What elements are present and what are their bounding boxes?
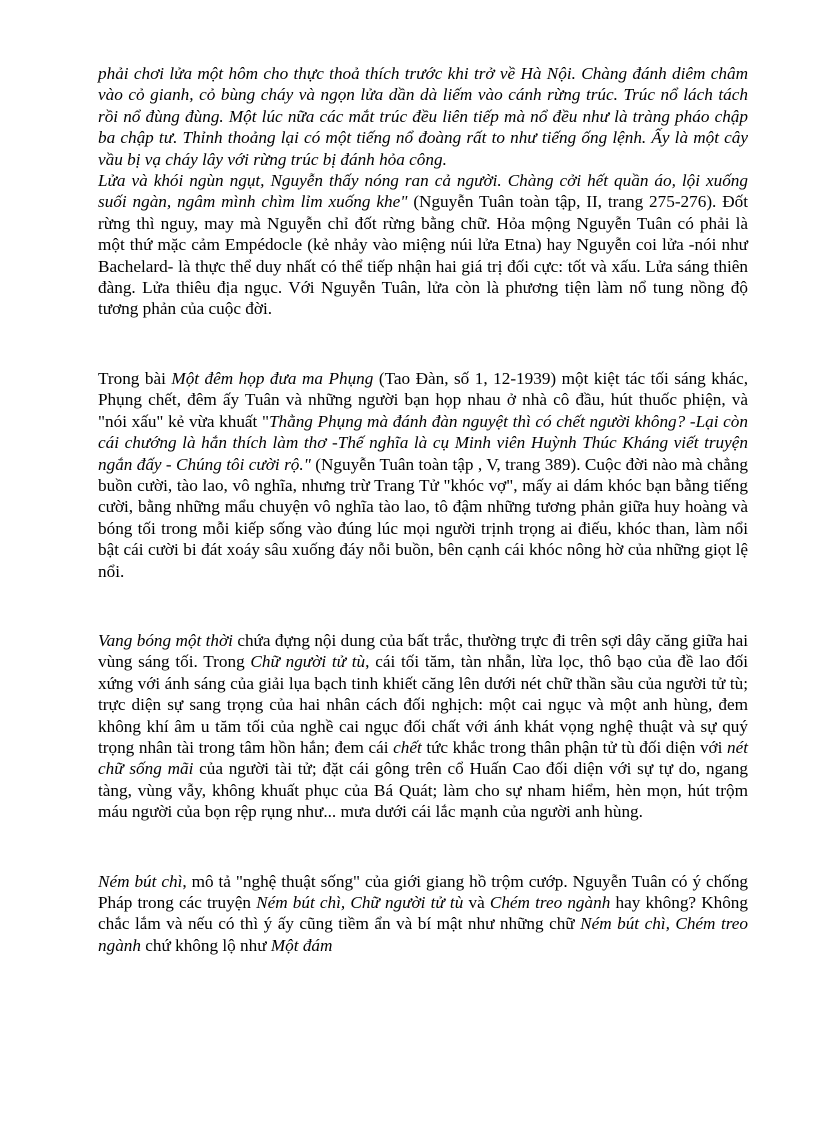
text-segment: phải chơi lửa một hôm cho thực thoả thích trước khi trở về Hà Nội. Chàng đánh diêm châm vào cỏ gianh, cỏ bùng cháy và ngọn lửa dần dà liếm vào cánh rừng trúc. Trúc nổ lách tách rồi nổ đùng đùng. Một lúc nữa các mắt trúc đều liên tiếp mà nổ đều như là tràng pháo chập ba chập tư. Thỉnh thoảng lại có một tiếng nổ đoàng rất to như tiếng ống lệnh. Ấy là một cây vầu bị vạ cháy lây với rừng trúc bị đánh hỏa công. bbox=[98, 64, 748, 169]
text-segment: Trong bài bbox=[98, 368, 172, 388]
paragraph-fire-reflection bbox=[98, 170, 748, 320]
paragraph-nem-but-chi bbox=[98, 871, 748, 957]
text-segment: Chữ người tử tù bbox=[250, 652, 366, 672]
text-segment: Một đám bbox=[270, 935, 333, 955]
text-segment: Ném bút chì bbox=[98, 871, 183, 891]
text-segment: Chém treo ngành bbox=[489, 893, 611, 912]
text-segment: chứa đựng nội dung của bất trắc, thường trực đi trên sợi dây căng giữa hai vùng sáng tối. Trong bbox=[98, 630, 748, 672]
paragraph-funeral-night bbox=[98, 368, 748, 582]
text-segment: Vang bóng một thời bbox=[98, 630, 233, 650]
text-segment: Một đêm họp đưa ma Phụng bbox=[171, 368, 374, 388]
paragraph-gap bbox=[98, 823, 748, 871]
text-segment: tức khắc trong thân phận tử tù đối diện với bbox=[421, 737, 728, 757]
text-segment: , cái tối tăm, tàn nhẫn, lừa lọc, thô bạo của đề lao đối xứng với ánh sáng của giải lụa bạch tinh khiết căng lên dưới nét chữ thần sầu của người tử tù; trực diện sự sang trọng của hai nhân cách đối nghịch: một cai ngục và một anh hùng, đem không khí âm u tăm tối của nghề cai ngục đối chất với ánh khát vọng nghệ thuật và sự quý trọng nhân tài trong tâm hồn hắn; đem cái bbox=[98, 652, 748, 757]
paragraph-gap bbox=[98, 582, 748, 630]
text-segment: , mô tả "nghệ thuật sống" của giới giang hồ trộm cướp. Nguyễn Tuân có ý chống Pháp trong các truyện bbox=[98, 871, 749, 912]
paragraph-vang-bong bbox=[98, 630, 748, 823]
text-segment: và bbox=[463, 893, 490, 912]
document-page bbox=[98, 63, 748, 956]
text-segment: chết bbox=[393, 737, 422, 757]
text-segment: của người tài tử; đặt cái gông trên cổ Huấn Cao đối diện với sự tự do, ngang tàng, vùng vẫy, không khuất phục của Bá Quát; làm cho sự nham hiểm, hèn mọn, hút trộm máu người của bọn rệp rụng như... mưa dưới cái lắc mạnh của người anh hùng. bbox=[98, 759, 748, 822]
text-segment: Ném bút chì, Chém treo ngành bbox=[98, 914, 749, 955]
text-segment: (Tao Đàn, số 1, 12-1939) một kiệt tác tối sáng khác, Phụng chết, đêm ấy Tuân và những người bạn họp nhau ở nhà cô đầu, hút thuốc phiện, và "nói xấu" kẻ vừa khuất " bbox=[98, 368, 748, 431]
paragraph-fire-scene bbox=[98, 63, 748, 170]
text-segment: Lửa và khói ngùn ngụt, Nguyễn thấy nóng ran cả người. Chàng cởi hết quần áo, lội xuống suối ngàn, ngâm mình chìm lỉm xuống khe" bbox=[98, 171, 748, 212]
text-segment: nét chữ sống mãi bbox=[98, 737, 749, 779]
text-segment: chứ không lộ như bbox=[140, 935, 271, 955]
text-segment: (Nguyễn Tuân toàn tập , V, trang 389). Cuộc đời nào mà chẳng buồn cười, tào lao, vô nghĩa, nhưng trừ Trang Tử "khóc vợ", mấy ai dám khóc bạn bằng tiếng cười, bằng những mẩu chuyện vô nghĩa tào lao, tô đậm những tương phản giữa huy hoàng và bóng tối trong mỗi kiếp sống vào đúng lúc mọi người trịnh trọng ai điếu, khóc than, làm nổi bật cái cười bi đát xoáy sâu xuống đáy nỗi buồn, bên cạnh cái khóc nông hờ của những giọt lệ nổi. bbox=[98, 454, 748, 581]
text-segment: Thằng Phụng mà đánh đàn nguyệt thì có chết người không? -Lại còn cái chướng là hắn thích làm thơ -Thế nghĩa là cụ Minh viên Huỳnh Thúc Kháng viết truyện ngắn đấy - Chúng tôi cười rộ." bbox=[98, 411, 748, 474]
text-segment: hay không? Không chắc lắm và nếu có thì ý ấy cũng tiềm ẩn và bí mật như những chữ bbox=[98, 893, 748, 934]
text-segment: Ném bút chì, Chữ người tử tù bbox=[256, 893, 464, 912]
paragraph-gap bbox=[98, 320, 748, 368]
text-segment: (Nguyễn Tuân toàn tập, II, trang 275-276). Đốt rừng thì nguy, may mà Nguyễn chỉ đốt rừng bằng chữ. Hỏa mộng Nguyễn Tuân có phải là một thứ mặc cảm Empédocle (kẻ nhảy vào miệng núi lửa Etna) hay Nguyễn coi lửa -nói như Bachelard- là thực thể duy nhất có thể tiếp nhận hai giá trị đối cực: tốt và xấu. Lửa sáng thiên đàng. Lửa thiêu địa ngục. Với Nguyễn Tuân, lửa còn là phương tiện làm nổ tung nồng độ tương phản của cuộc đời. bbox=[98, 192, 748, 319]
